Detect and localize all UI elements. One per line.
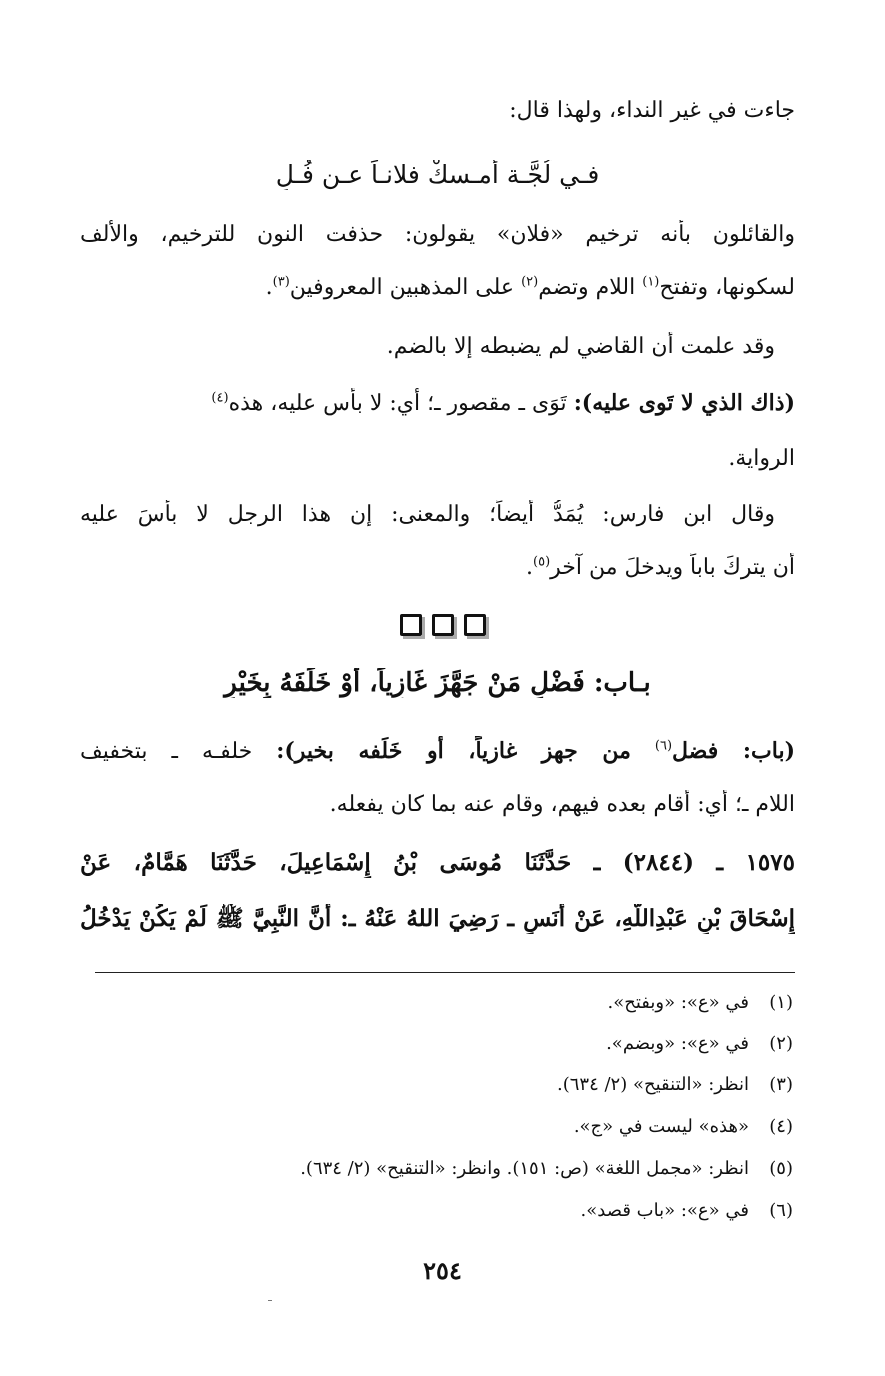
text-fragment: لسكونها، وتفتح xyxy=(659,275,795,300)
footnote-marker[interactable]: (١) xyxy=(642,274,660,290)
footnote-3 xyxy=(80,1072,793,1098)
footnote-marker[interactable]: (٢) xyxy=(521,274,539,290)
footnote-number: (٥) xyxy=(769,1158,793,1179)
text-fragment: على المذهبين المعروفين xyxy=(289,275,515,300)
footnote-text: في «ع»: «وبضم». xyxy=(606,1033,749,1054)
footnote-5 xyxy=(80,1156,793,1182)
text-line-5: وقد علمت أن القاضي لم يضبطه إلا بالضم. xyxy=(386,334,775,359)
ornament-square xyxy=(464,614,486,636)
footnote-number: (١) xyxy=(769,992,793,1013)
text-line-3: والقائلون بأنه ترخيم «فلان» يقولون: حذفت النون للترخيم، والألف xyxy=(80,222,795,247)
footnote-number: (٤) xyxy=(769,1116,793,1137)
text-line-1: جاءت في غير النداء، ولهذا قال: xyxy=(509,98,795,123)
footnote-text: في «ع»: «وبفتح». xyxy=(607,992,749,1013)
hadith-line-2: إِسْحَاقَ بْنِ عَبْدِاللَّهِ، عَنْ أَنَسٍ ـ رَضِيَ اللهُ عَنْهُ ـ: أَنَّ النَّبِيَّ ﷺ لَمْ يَكُنْ يَدْخُلُ xyxy=(80,905,795,932)
footnote-text: انظر: «التنقيح» (٢/ ٦٣٤). xyxy=(556,1074,749,1095)
bab-title-open: (باب: فضل xyxy=(672,738,795,764)
ornament-square xyxy=(432,614,454,636)
section-divider xyxy=(0,614,885,636)
footnote-1 xyxy=(80,990,793,1016)
footnote-text: انظر: «مجمل اللغة» (ص: ١٥١). وانظر: «التنقيح» (٢/ ٦٣٤). xyxy=(300,1158,749,1179)
bab-explanation: خلفـه ـ بتخفيف xyxy=(80,739,253,764)
text-fragment: أن يتركَ باباً ويدخلَ من آخر xyxy=(550,555,795,580)
footnote-4 xyxy=(80,1114,793,1140)
page-number: ٢٥٤ xyxy=(423,1256,462,1285)
ornament-square xyxy=(400,614,422,636)
footnote-separator xyxy=(95,972,795,973)
footnote-number: (٦) xyxy=(769,1200,793,1221)
footnote-number: (٢) xyxy=(769,1033,793,1054)
footnote-marker[interactable]: (٤) xyxy=(211,390,229,406)
bab-line-1 xyxy=(80,736,795,767)
hadith-line-1: ١٥٧٥ ـ (٢٨٤٤) ـ حَدَّثَنَا مُوسَى بْنُ إِسْمَاعِيلَ، حَدَّثَنَا هَمَّامٌ، عَنْ xyxy=(80,849,795,876)
footnote-marker[interactable]: (٣) xyxy=(272,274,290,290)
text-fragment: . xyxy=(265,275,273,300)
footnote-marker[interactable]: (٥) xyxy=(533,554,551,570)
bab-title-rest: من جهز غازياً، أو خَلَفه بخير): xyxy=(276,738,631,764)
footnote-text: «هذه» ليست في «ج». xyxy=(573,1116,749,1137)
scan-speck xyxy=(268,1300,272,1301)
text-line-8: وقال ابن فارس: يُمَدُّ أيضاً؛ والمعنى: إن هذا الرجل لا بأسَ عليه xyxy=(80,502,775,527)
text-line-6 xyxy=(80,388,795,419)
lemma: (ذاك الذي لا تَوى عليه): xyxy=(573,390,795,416)
footnote-text: في «ع»: «باب قصد». xyxy=(580,1200,749,1221)
text-fragment: اللام وتضم xyxy=(538,275,636,300)
verse-line: فـي لُجَّـة أمـسكْ فلانـاً عـن فُـلِ xyxy=(275,160,600,189)
footnote-number: (٣) xyxy=(769,1074,793,1095)
chapter-heading: بـاب: فَضْلِ مَنْ جَهَّزَ غَازِياً، أَوْ خَلَفَهُ بِخَيْرٍ xyxy=(224,668,651,698)
text-fragment: . xyxy=(526,555,533,580)
footnote-6 xyxy=(80,1198,793,1224)
text-line-7: الرواية. xyxy=(728,446,795,471)
text-fragment: تَوَى ـ مقصور ـ؛ أي: لا بأس عليه، هذه xyxy=(228,391,567,416)
footnote-marker[interactable]: (٦) xyxy=(654,738,673,754)
footnote-2 xyxy=(80,1031,793,1057)
text-line-4 xyxy=(80,273,795,303)
bab-line-2: اللام ـ؛ أي: أقام بعده فيهم، وقام عنه بما كان يفعله. xyxy=(329,792,795,817)
text-line-9 xyxy=(80,553,795,583)
